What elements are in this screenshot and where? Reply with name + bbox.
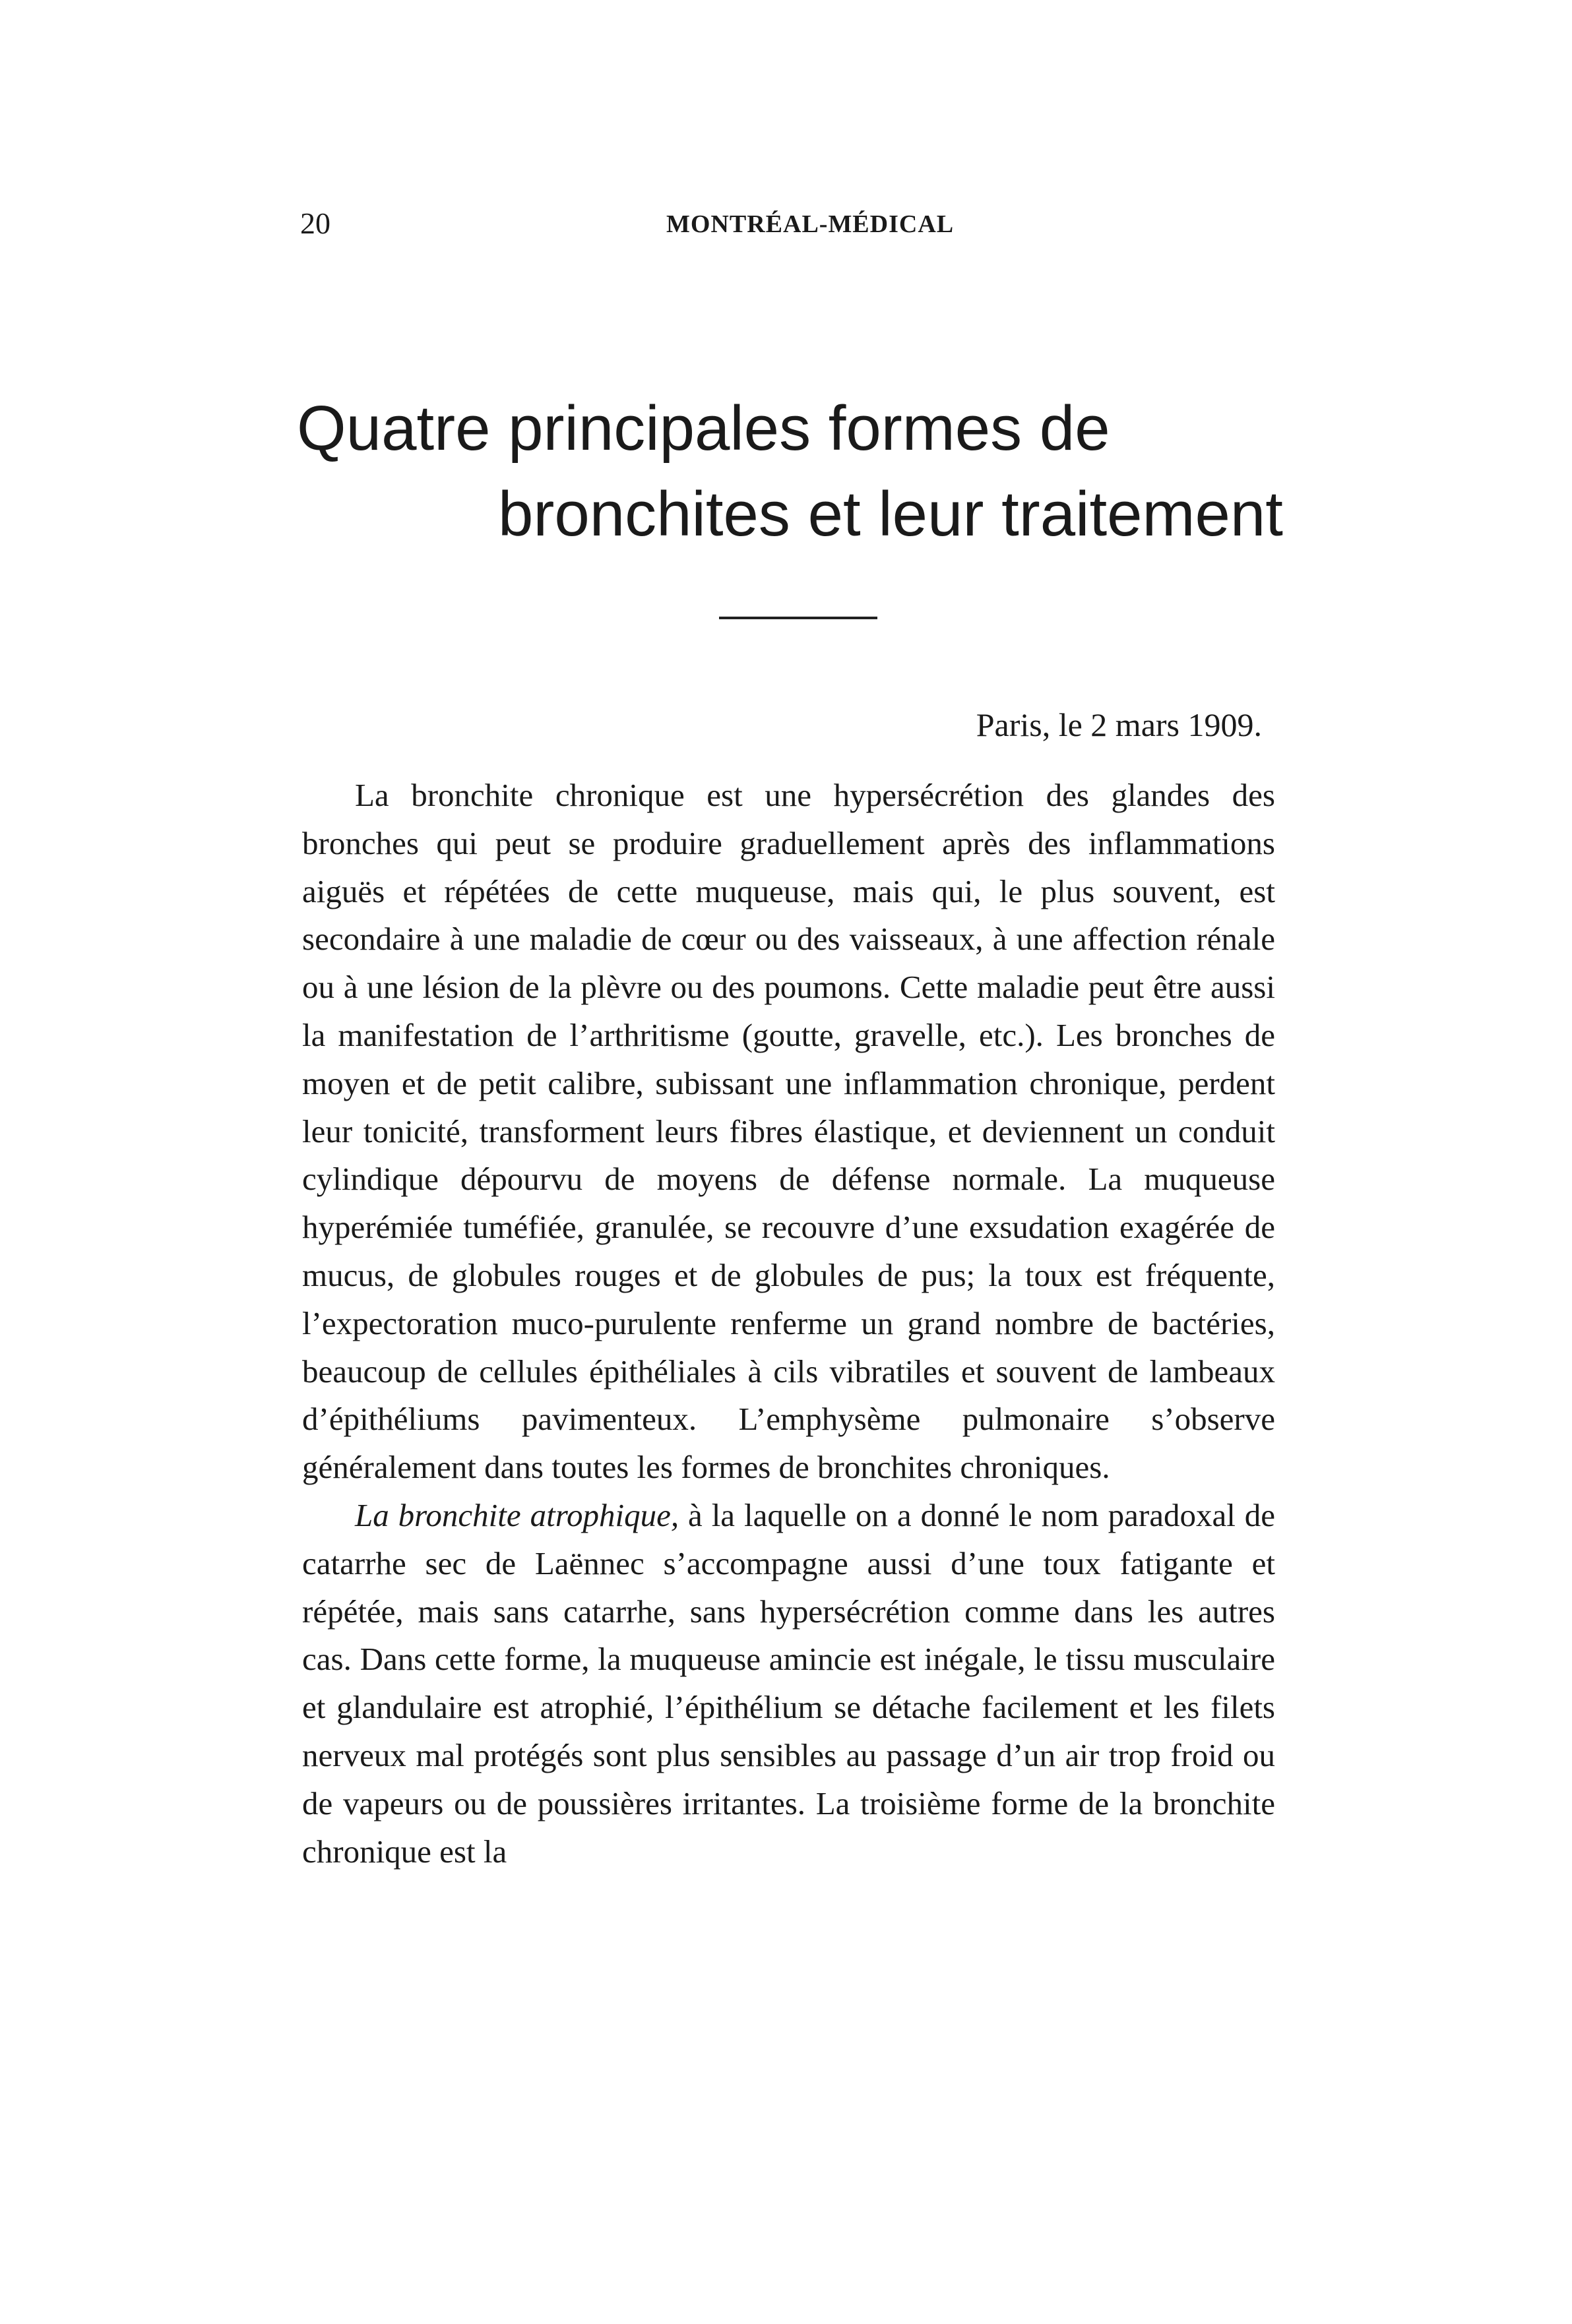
article-title-line-1: Quatre principales formes de xyxy=(297,393,1110,464)
article-title-line-2: bronchites et leur traitement xyxy=(498,479,1283,549)
article-title xyxy=(284,386,1366,557)
paragraph-2-text: à la laquelle on a donné le nom paradoxal de catarrhe sec de Laënnec s’accompagne aussi d’une toux fatigante et répétée, mais sans catarrhe, sans hypersécrétion comme dans les autres cas. Dans cette forme, la muqueuse amincie est inégale, le tissu musculaire et glandulaire est atrophié, l’épithélium se détache facilement et les filets nerveux mal protégés sont plus sensibles au passage d’un air trop froid ou de vapeurs ou de poussières irritantes. La troisième forme de la bronchite chronique est la xyxy=(302,1496,1275,1870)
article-body xyxy=(302,772,1275,1876)
paragraph-2-italic-lead: La bronchite atrophique, xyxy=(355,1496,679,1533)
title-divider xyxy=(719,617,877,619)
dateline: Paris, le 2 mars 1909. xyxy=(976,706,1262,743)
page-number: 20 xyxy=(300,206,330,240)
paragraph-2 xyxy=(302,1492,1275,1876)
page-header xyxy=(300,206,1303,252)
paragraph-1: La bronchite chronique est une hypersécrétion des glandes des bronches qui peut se produire graduellement après des inflammations aiguës et répétées de cette muqueuse, mais qui, le plus souvent, est secondaire à une maladie de cœur ou des vaisseaux, à une affection rénale ou à une lésion de la plèvre ou des poumons. Cette maladie peut être aussi la manifestation de l’arthritisme (goutte, gravelle, etc.). Les bronches de moyen et de petit calibre, subissant une inflammation chronique, perdent leur tonicité, transforment leurs fibres élastique, et deviennent un conduit cylindique dépourvu de moyens de défense normale. La muqueuse hyperémiée tuméfiée, granulée, se recouvre d’une exsudation exagérée de mucus, de globules rouges et de globules de pus; la toux est fréquente, l’expectoration muco-purulente renferme un grand nombre de bactéries, beaucoup de cellules épithéliales à cils vibratiles et souvent de lambeaux d’épithéliums pavimenteux. L’emphysème pulmonaire s’observe généralement dans toutes les formes de bronchites chroniques. xyxy=(302,777,1275,1486)
running-title: MONTRÉAL-MÉDICAL xyxy=(666,210,955,238)
